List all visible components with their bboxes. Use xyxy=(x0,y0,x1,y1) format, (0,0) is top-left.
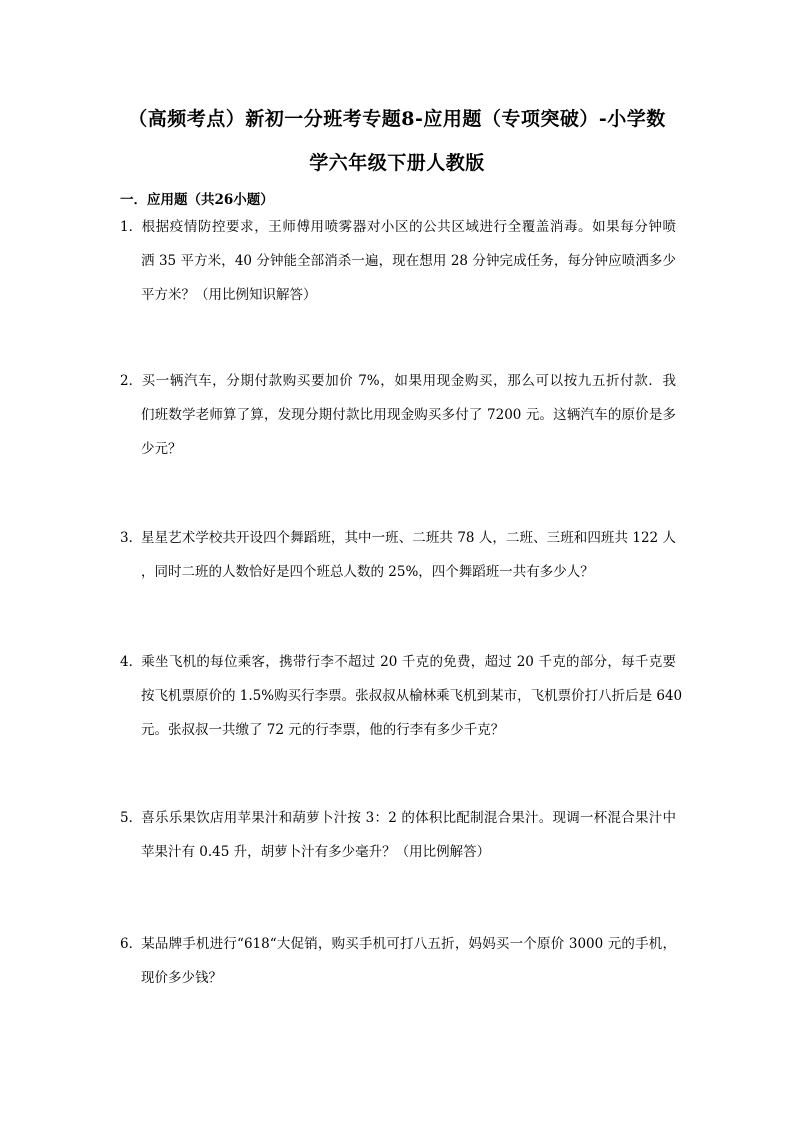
question-line xyxy=(120,927,676,961)
question-line: 苹果汁有 0.45 升，胡萝卜汁有多少毫升？（用比例解答） xyxy=(141,844,491,860)
question-text: 买一辆汽车，分期付款购买要加价 7%，如果用现金购买，那么可以按九五折付款．我 xyxy=(141,373,676,389)
document-title-line-2: 学六年级下册人教版 xyxy=(309,152,485,174)
question-line xyxy=(120,801,676,835)
question-number: 6． xyxy=(120,936,143,952)
question-line: 洒 35 平方米，40 分钟能全部消杀一遍，现在想用 28 分钟完成任务，每分钟应喷洒多少 xyxy=(141,253,676,269)
question-text: 根据疫情防控要求，王师傅用喷雾器对小区的公共区域进行全覆盖消毒。如果每分钟喷 xyxy=(141,219,676,235)
question-line: 按飞机票原价的 1.5%购买行李票。张叔叔从榆林乘飞机到某市，飞机票价打八折后是 640 xyxy=(141,688,683,704)
question-text: 乘坐飞机的每位乘客，携带行李不超过 20 千克的免费，超过 20 千克的部分，每千克要 xyxy=(141,654,676,670)
question-line: 平方米？（用比例知识解答） xyxy=(141,287,317,303)
question-line xyxy=(120,521,676,555)
question-line xyxy=(120,645,676,679)
question-number: 1． xyxy=(120,219,143,235)
question-6 xyxy=(120,927,676,995)
question-text: 星星艺术学校共开设四个舞蹈班，其中一班、二班共 78 人，二班、三班和四班共 122 人 xyxy=(141,530,676,546)
question-4 xyxy=(120,645,683,747)
question-line xyxy=(120,364,676,398)
question-number: 4． xyxy=(120,654,143,670)
question-5 xyxy=(120,801,676,869)
document-title-line-1: （高频考点）新初一分班考专题8-应用题（专项突破）-小学数 xyxy=(128,108,666,130)
question-text: 喜乐乐果饮店用苹果汁和葫萝卜汁按 3：2 的体积比配制混合果汁。现调一杯混合果汁中 xyxy=(141,810,676,826)
section-header: 一．应用题（共26小题） xyxy=(120,192,274,208)
question-line: 元。张叔叔一共缴了 72 元的行李票，他的行李有多少千克？ xyxy=(141,722,505,738)
question-number: 3． xyxy=(120,530,143,546)
question-text: 某品牌手机进行“618“大促销，购买手机可打八五折，妈妈买一个原价 3000 元的手机， xyxy=(141,936,676,952)
question-1 xyxy=(120,210,676,312)
question-line: 们班数学老师算了算，发现分期付款比用现金购买多付了 7200 元。这辆汽车的原价是多 xyxy=(141,407,676,423)
question-line: 现价多少钱？ xyxy=(141,970,222,986)
question-number: 2． xyxy=(120,373,143,389)
question-2 xyxy=(120,364,676,466)
question-3 xyxy=(120,521,676,589)
question-line: ，同时二班的人数恰好是四个班总人数的 25%，四个舞蹈班一共有多少人？ xyxy=(141,564,594,580)
question-number: 5． xyxy=(120,810,143,826)
question-line: 少元？ xyxy=(141,441,182,457)
question-line xyxy=(120,210,676,244)
